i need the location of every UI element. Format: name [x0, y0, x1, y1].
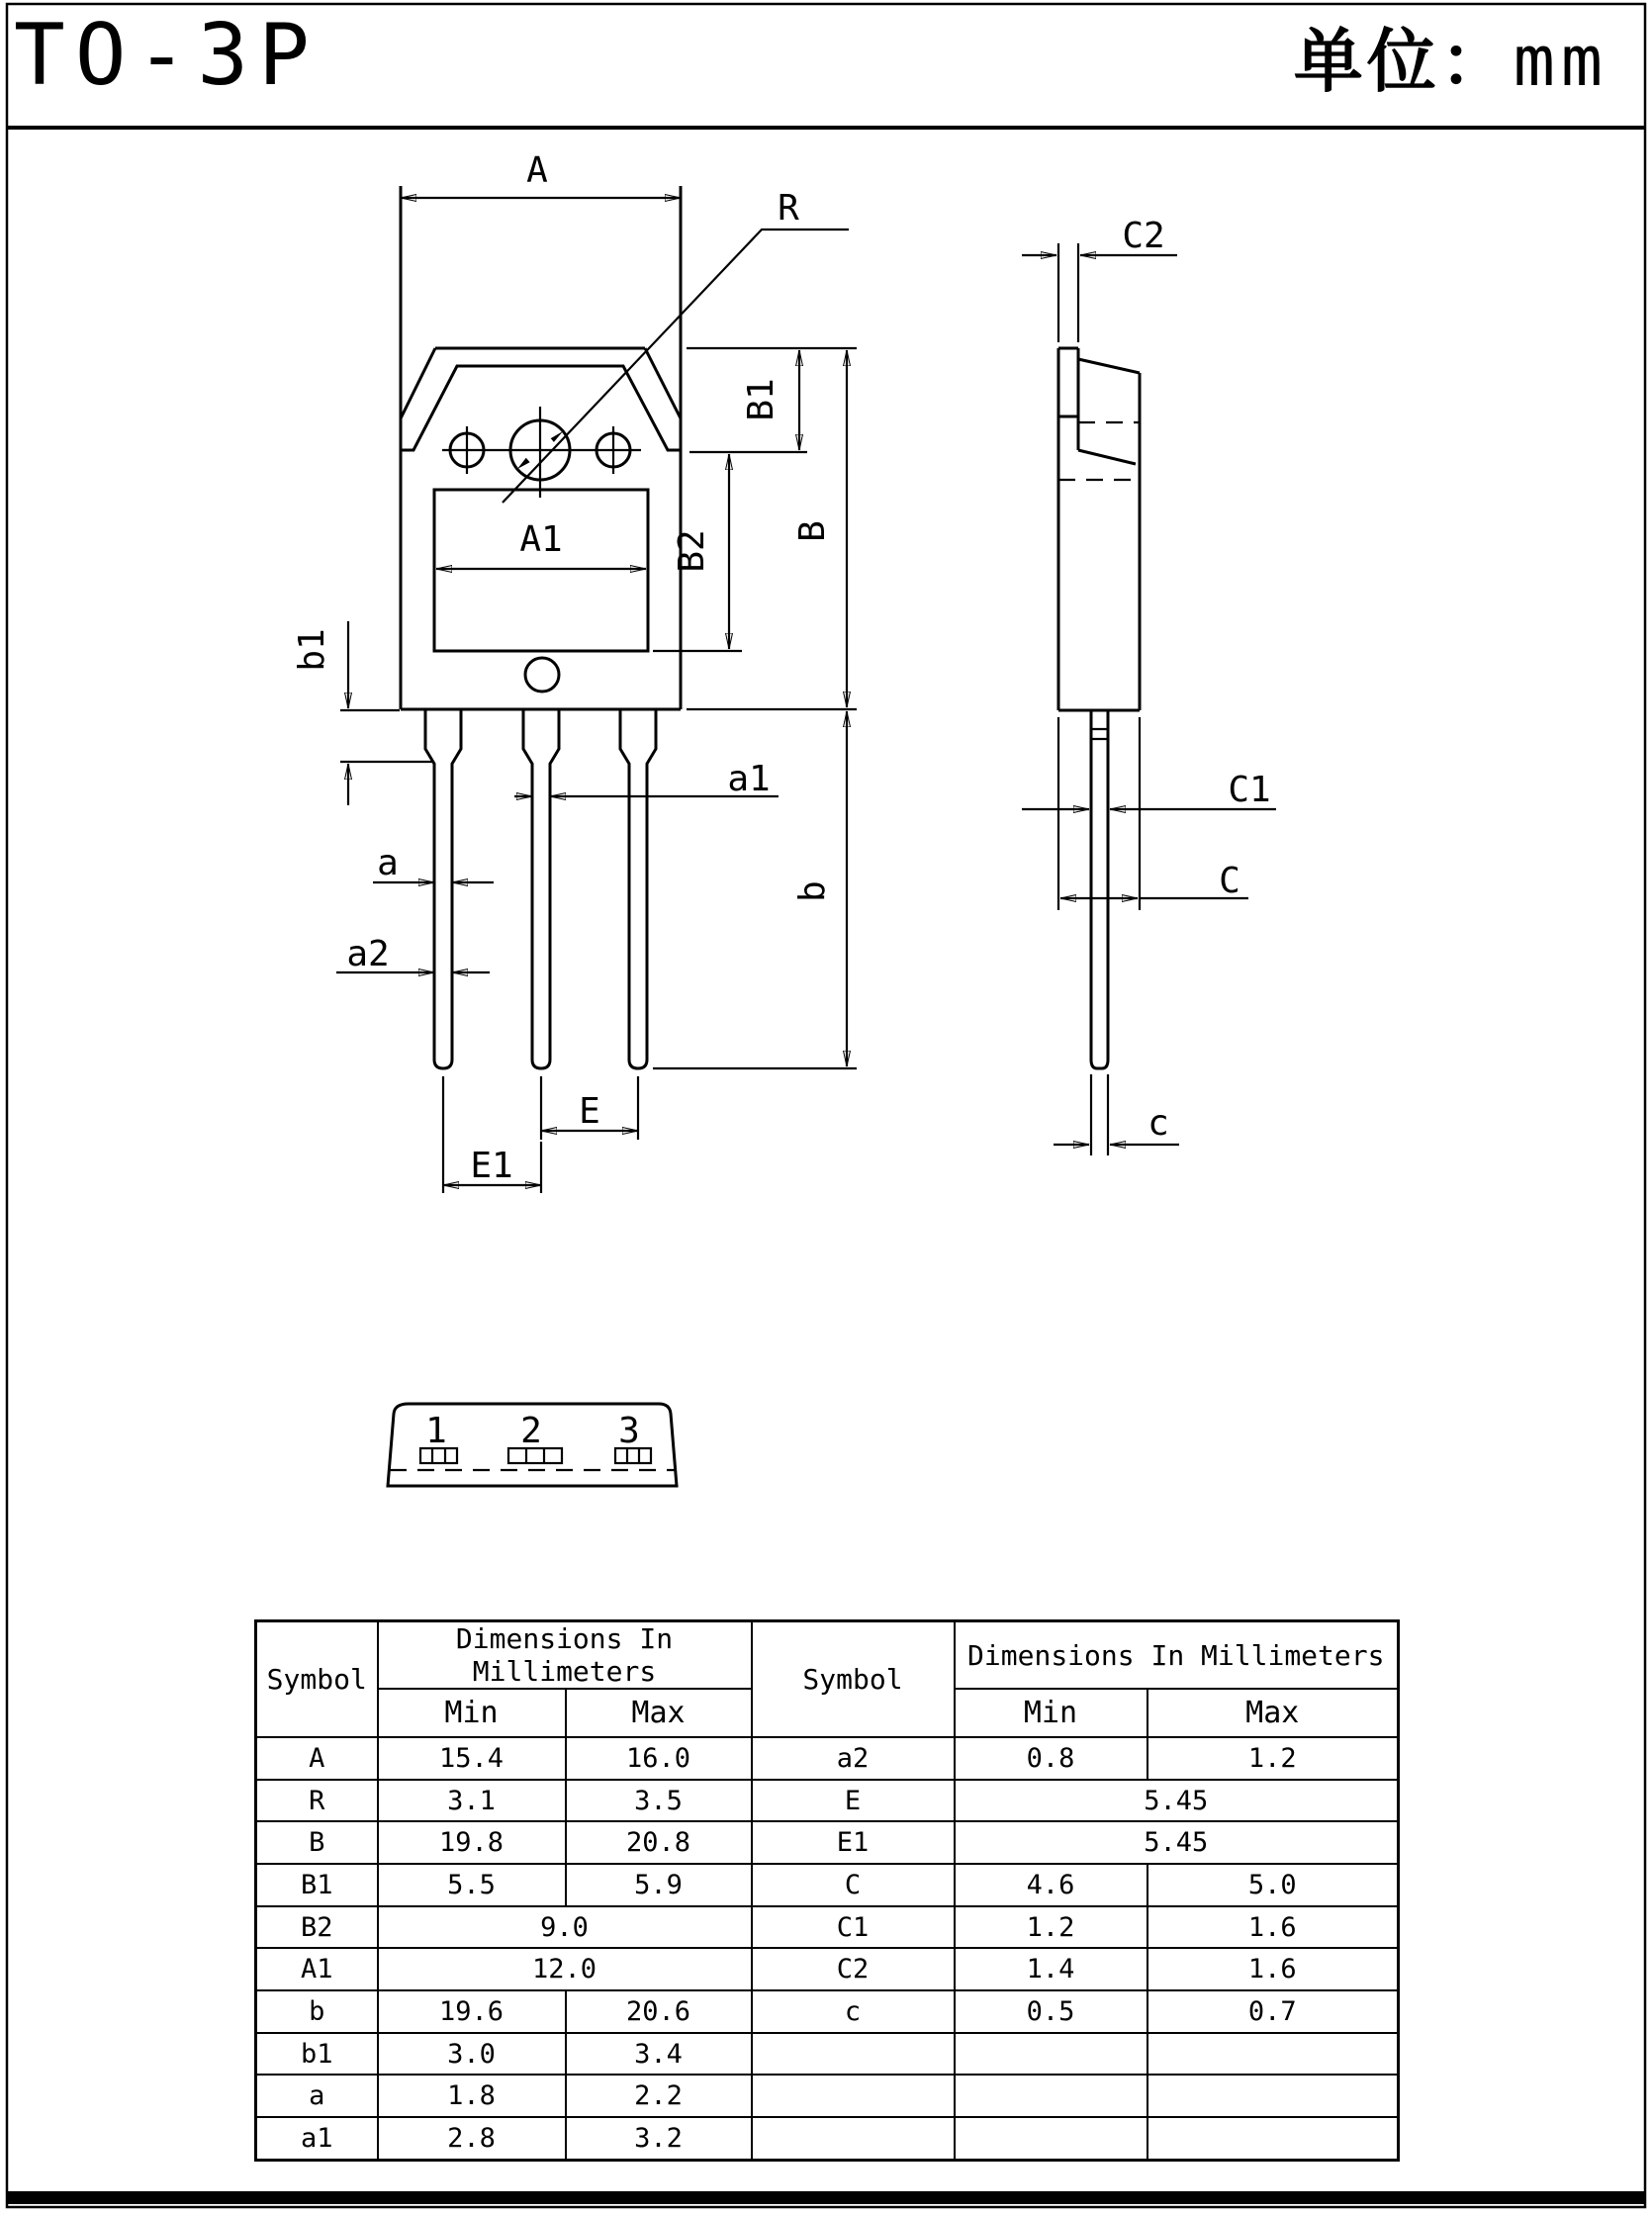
- dim-label-a2: a2: [346, 934, 390, 974]
- dim-label-A: A: [526, 150, 548, 191]
- lead-1: [425, 709, 461, 1068]
- bottom-bar: [7, 2191, 1645, 2204]
- bottom-view: [388, 1404, 677, 1486]
- max-header-right: Max: [1147, 1689, 1399, 1737]
- symbol-cell: A1: [256, 1948, 378, 1990]
- leads: [425, 709, 656, 1068]
- max-cell: 0.7: [1147, 1990, 1399, 2033]
- symbol-cell: A: [256, 1737, 378, 1780]
- symbol-cell: B: [256, 1821, 378, 1864]
- table-row: [256, 1906, 1399, 1949]
- unit-label: 单位：: [1293, 25, 1514, 101]
- dim-label-b1: b1: [292, 628, 332, 672]
- min-cell: 19.8: [378, 1821, 566, 1864]
- side-view: [1022, 216, 1276, 1155]
- max-header-left: Max: [566, 1689, 752, 1737]
- dim-label-C1: C1: [1228, 770, 1271, 810]
- symbol-cell: [752, 2075, 955, 2117]
- max-cell: 20.6: [566, 1990, 752, 2033]
- symbol-cell: a2: [752, 1737, 955, 1780]
- pin-number-2: 2: [520, 1411, 542, 1451]
- span-cell: 12.0: [378, 1948, 752, 1990]
- lead-3: [620, 709, 656, 1068]
- min-cell: 0.5: [955, 1990, 1147, 2033]
- max-cell: 5.0: [1147, 1864, 1399, 1906]
- min-cell: 19.6: [378, 1990, 566, 2033]
- table-header-row: [256, 1621, 1399, 1690]
- dims-header-left: Dimensions In Millimeters: [378, 1621, 752, 1690]
- min-cell: 3.0: [378, 2033, 566, 2076]
- table-row: [256, 1780, 1399, 1822]
- min-cell: 1.8: [378, 2075, 566, 2117]
- symbol-cell: E1: [752, 1821, 955, 1864]
- front-view: [292, 150, 857, 1193]
- symbol-cell: [752, 2117, 955, 2160]
- min-cell: 5.5: [378, 1864, 566, 1906]
- max-cell: 16.0: [566, 1737, 752, 1780]
- symbol-cell: C2: [752, 1948, 955, 1990]
- table-row: [256, 1737, 1399, 1780]
- min-header-right: Min: [955, 1689, 1147, 1737]
- dim-label-R: R: [778, 188, 799, 229]
- min-cell: 1.2: [955, 1906, 1147, 1949]
- min-cell: [955, 2033, 1147, 2076]
- table-row: [256, 1990, 1399, 2033]
- symbol-cell: R: [256, 1780, 378, 1822]
- max-cell: 5.9: [566, 1864, 752, 1906]
- span-cell: 5.45: [955, 1780, 1399, 1822]
- side-view-dimensions: [1022, 216, 1276, 1155]
- symbol-cell: a1: [256, 2117, 378, 2160]
- max-cell: [1147, 2117, 1399, 2160]
- dim-label-B1: B1: [741, 378, 781, 421]
- side-lead: [1091, 710, 1108, 1068]
- min-cell: 1.4: [955, 1948, 1147, 1990]
- table-row: [256, 1948, 1399, 1990]
- min-header-left: Min: [378, 1689, 566, 1737]
- max-cell: 3.5: [566, 1780, 752, 1822]
- symbol-cell: b1: [256, 2033, 378, 2076]
- symbol-cell: [752, 2033, 955, 2076]
- dim-label-B: B: [792, 520, 833, 542]
- hole-bottom: [525, 658, 559, 692]
- symbol-cell: C: [752, 1864, 955, 1906]
- pin-number-1: 1: [425, 1411, 447, 1451]
- side-body-outline: [1058, 348, 1140, 710]
- dim-label-C2: C2: [1122, 216, 1165, 256]
- dim-label-A1: A1: [519, 519, 563, 560]
- max-cell: 3.4: [566, 2033, 752, 2076]
- header-rule: [7, 126, 1645, 130]
- min-cell: [955, 2117, 1147, 2160]
- pad-window: [434, 490, 648, 651]
- dim-label-E1: E1: [470, 1146, 513, 1186]
- table-row: [256, 1821, 1399, 1864]
- max-cell: 2.2: [566, 2075, 752, 2117]
- symbol-cell: a: [256, 2075, 378, 2117]
- dims-header-right: Dimensions In Millimeters: [955, 1621, 1399, 1690]
- dim-label-E: E: [579, 1091, 600, 1132]
- max-cell: 20.8: [566, 1821, 752, 1864]
- symbol-cell: E: [752, 1780, 955, 1822]
- dimensions-table: [254, 1619, 1400, 2162]
- table-row: [256, 2033, 1399, 2076]
- unit-value: mm: [1513, 21, 1608, 102]
- min-cell: 4.6: [955, 1864, 1147, 1906]
- max-cell: 1.6: [1147, 1906, 1399, 1949]
- max-cell: 3.2: [566, 2117, 752, 2160]
- dim-label-a: a: [377, 843, 399, 883]
- front-view-dimensions: [292, 150, 857, 1193]
- min-cell: [955, 2075, 1147, 2117]
- symbol-cell: B2: [256, 1906, 378, 1949]
- symbol-cell: b: [256, 1990, 378, 2033]
- lead-2: [523, 709, 559, 1068]
- min-cell: 15.4: [378, 1737, 566, 1780]
- pin-number-3: 3: [618, 1411, 640, 1451]
- page-title: TO-3P: [14, 6, 320, 105]
- table-row: [256, 2075, 1399, 2117]
- min-cell: 3.1: [378, 1780, 566, 1822]
- symbol-header-right: Symbol: [752, 1621, 955, 1738]
- span-cell: 9.0: [378, 1906, 752, 1949]
- dim-label-b: b: [792, 880, 833, 902]
- max-cell: [1147, 2075, 1399, 2117]
- symbol-cell: B1: [256, 1864, 378, 1906]
- max-cell: 1.6: [1147, 1948, 1399, 1990]
- min-cell: 2.8: [378, 2117, 566, 2160]
- min-cell: 0.8: [955, 1737, 1147, 1780]
- symbol-cell: C1: [752, 1906, 955, 1949]
- symbol-header-left: Symbol: [256, 1621, 378, 1738]
- symbol-cell: c: [752, 1990, 955, 2033]
- dim-label-C: C: [1219, 861, 1240, 901]
- dim-label-a1: a1: [727, 759, 771, 799]
- max-cell: 1.2: [1147, 1737, 1399, 1780]
- max-cell: [1147, 2033, 1399, 2076]
- dim-label-c: c: [1147, 1103, 1169, 1144]
- table-row: [256, 1864, 1399, 1906]
- table-row: [256, 2117, 1399, 2160]
- span-cell: 5.45: [955, 1821, 1399, 1864]
- dim-label-B2: B2: [672, 529, 712, 573]
